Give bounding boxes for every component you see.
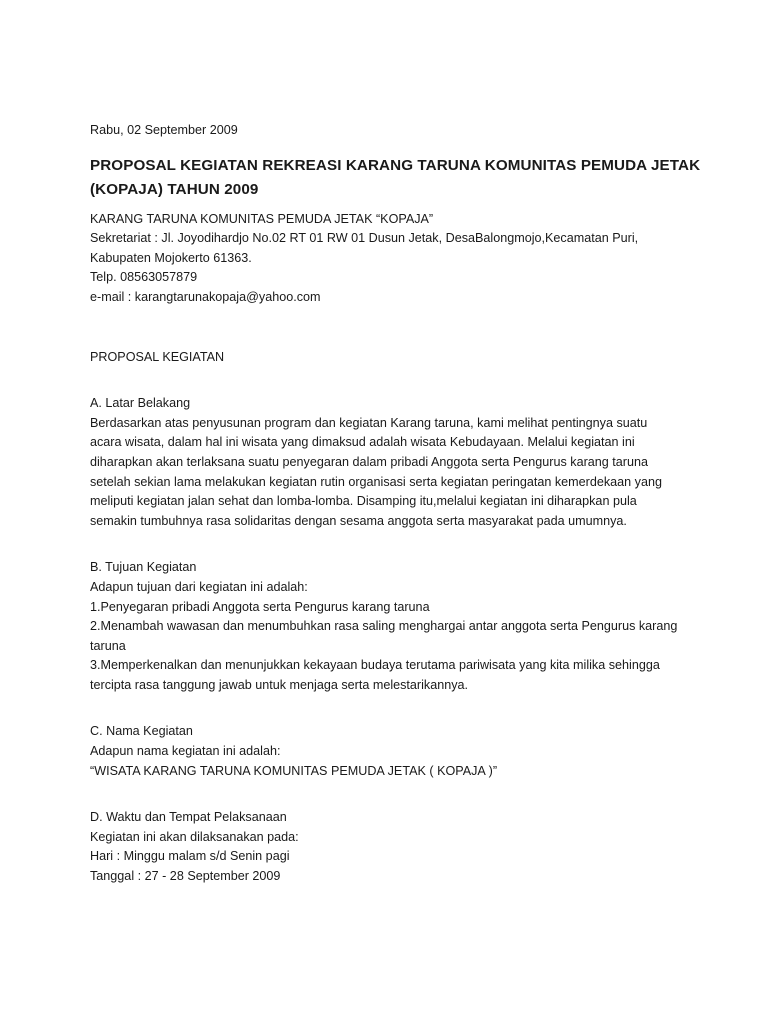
proposal-heading: PROPOSAL KEGIATAN (90, 349, 225, 364)
section-nama-kegiatan (90, 722, 730, 781)
list-item: 3.Memperkenalkan dan menunjukkan kekayaan budaya terutama pariwisata yang kita milika sehingga (90, 658, 660, 673)
document-title (90, 154, 730, 202)
paragraph-line: semakin tumbuhnya rasa solidaritas dengan sesama anggota serta masyarakat pada umumnya. (90, 513, 627, 528)
document-date: Rabu, 02 September 2009 (90, 123, 238, 137)
event-name: “WISATA KARANG TARUNA KOMUNITAS PEMUDA JETAK ( KOPAJA )” (90, 763, 498, 778)
org-address-city: Kabupaten Mojokerto 61363. (90, 250, 252, 265)
org-address: Sekretariat : Jl. Joyodihardjo No.02 RT 01 RW 01 Dusun Jetak, DesaBalongmojo,Kecamatan Puri, (90, 231, 639, 246)
paragraph-line: setelah sekian lama melakukan kegiatan rutin organisasi serta kegiatan peringatan kemerdekaan yang (90, 474, 662, 489)
paragraph-line: meliputi kegiatan jalan sehat dan lomba-lomba. Disamping itu,melalui kegiatan ini diharapkan pula (90, 494, 637, 509)
event-date: Tanggal : 27 - 28 September 2009 (90, 869, 281, 884)
org-email: e-mail : karangtarunakopaja@yahoo.com (90, 289, 321, 304)
paragraph-line: Adapun tujuan dari kegiatan ini adalah: (90, 579, 308, 594)
org-name: KARANG TARUNA KOMUNITAS PEMUDA JETAK “KOPAJA” (90, 211, 434, 226)
title-line: (KOPAJA) TAHUN 2009 (90, 180, 259, 198)
paragraph-line: diharapkan akan terlaksana suatu penyegaran dalam pribadi Anggota serta Pengurus karang taruna (90, 454, 649, 469)
organization-block (90, 210, 730, 308)
section-heading: D. Waktu dan Tempat Pelaksanaan (90, 810, 287, 825)
list-item: 2.Menambah wawasan dan menumbuhkan rasa saling menghargai antar anggota serta Pengurus karang (90, 619, 678, 634)
section-heading: C. Nama Kegiatan (90, 724, 193, 739)
event-day: Hari : Minggu malam s/d Senin pagi (90, 849, 290, 864)
list-item: 1.Penyegaran pribadi Anggota serta Pengurus karang taruna (90, 599, 430, 614)
document-page (90, 121, 730, 887)
list-item-continuation: tercipta rasa tanggung jawab untuk menjaga serta melestarikannya. (90, 677, 469, 692)
paragraph-line: acara wisata, dalam hal ini wisata yang dimaksud adalah wisata Kebudayaan. Melalui kegiatan ini (90, 435, 635, 450)
org-phone: Telp. 08563057879 (90, 270, 198, 285)
paragraph-line: Berdasarkan atas penyusunan program dan kegiatan Karang taruna, kami melihat pentingnya suatu (90, 415, 648, 430)
section-heading: B. Tujuan Kegiatan (90, 560, 197, 575)
list-item-continuation: taruna (90, 638, 126, 653)
section-tujuan-kegiatan (90, 558, 730, 695)
section-heading: A. Latar Belakang (90, 396, 191, 411)
section-waktu-tempat (90, 808, 730, 886)
section-latar-belakang (90, 394, 730, 531)
paragraph-line: Adapun nama kegiatan ini adalah: (90, 744, 281, 759)
paragraph-line: Kegiatan ini akan dilaksanakan pada: (90, 829, 299, 844)
title-line: PROPOSAL KEGIATAN REKREASI KARANG TARUNA KOMUNITAS PEMUDA JETAK (90, 156, 701, 174)
